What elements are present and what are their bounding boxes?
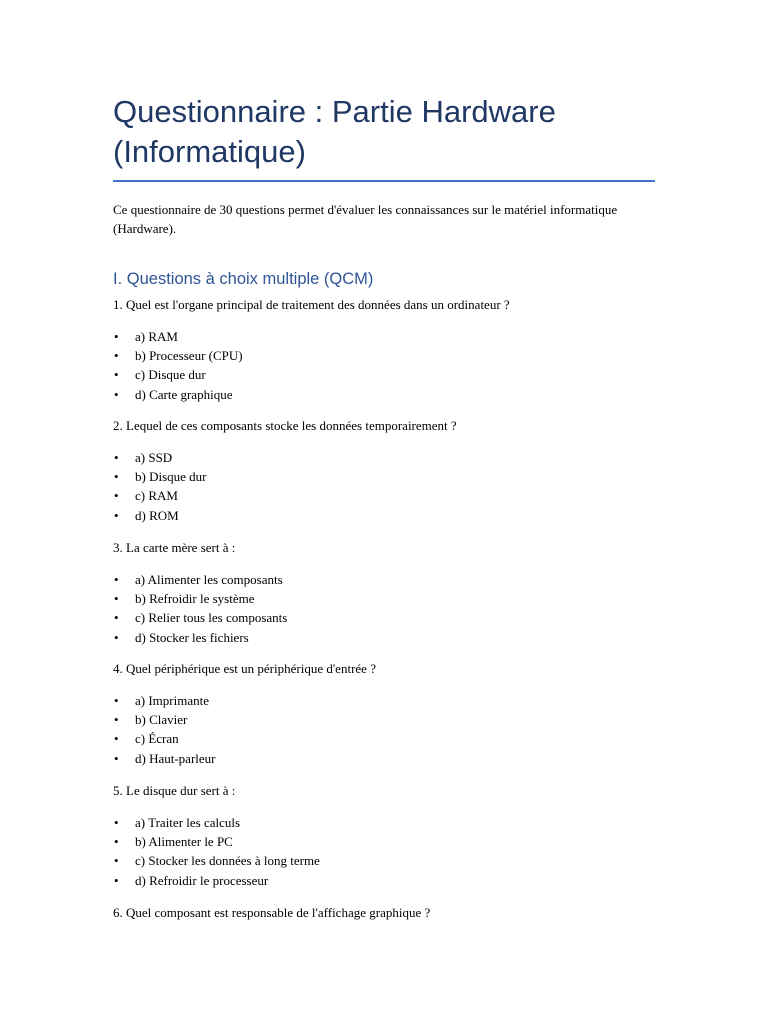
question-2-text: 2. Lequel de ces composants stocke les données temporairement ? [113,418,457,433]
option-label: d) Carte graphique [135,386,233,402]
question-1-text: 1. Quel est l'organe principal de traitement des données dans un ordinateur ? [113,297,510,312]
bullet-icon: • [114,507,119,523]
option-item [113,729,216,748]
option-item [113,608,287,627]
question-5-options [113,813,320,890]
bullet-icon: • [114,712,119,728]
bullet-icon: • [114,693,119,708]
option-label: a) Traiter les calculs [135,815,241,830]
bullet-icon: • [114,629,119,645]
option-label: c) RAM [135,488,178,504]
bullet-icon: • [114,834,119,850]
bullet-icon: • [114,367,119,383]
bullet-icon: • [114,450,119,465]
bullet-icon: • [114,386,119,402]
bullet-icon: • [114,572,119,587]
bullet-icon: • [114,750,119,766]
option-item [113,691,216,710]
option-label: b) Refroidir le système [135,591,255,607]
bullet-icon: • [114,872,119,888]
option-label: d) Refroidir le processeur [135,872,269,888]
option-label: d) ROM [135,507,179,523]
bullet-icon: • [114,853,119,869]
option-item [113,832,320,851]
option-label: b) Processeur (CPU) [135,348,243,364]
bullet-icon: • [114,731,119,747]
title-underline-rule [113,180,655,182]
option-label: d) Haut-parleur [135,750,216,766]
option-label: a) SSD [135,450,173,465]
option-item [113,346,243,365]
option-item [113,448,207,467]
question-1-options [113,327,243,404]
intro-paragraph: Ce questionnaire de 30 questions permet d'évaluer les connaissances sur le matériel informatique (Hardware). [113,202,618,236]
bullet-icon: • [114,610,119,626]
option-label: b) Clavier [135,712,188,728]
option-label: c) Écran [135,731,179,747]
question-5-text: 5. Le disque dur sert à : [113,783,236,798]
bullet-icon: • [114,469,119,485]
document-title: Questionnaire : Partie Hardware (Informatique) [113,94,556,169]
question-4-text: 4. Quel périphérique est un périphérique d'entrée ? [113,661,376,676]
option-item [113,851,320,870]
section-heading-qcm: I. Questions à choix multiple (QCM) [113,270,374,288]
option-label: b) Disque dur [135,469,207,485]
option-label: a) Alimenter les composants [135,572,283,587]
bullet-icon: • [114,815,119,830]
option-item [113,813,320,832]
option-label: c) Relier tous les composants [135,610,288,626]
option-item [113,749,216,768]
option-item [113,710,216,729]
option-label: c) Disque dur [135,367,206,383]
option-label: c) Stocker les données à long terme [135,853,320,869]
option-item [113,385,243,404]
option-item [113,467,207,486]
question-6-text: 6. Quel composant est responsable de l'affichage graphique ? [113,905,431,920]
option-item [113,589,287,608]
bullet-icon: • [114,591,119,607]
question-3-options [113,570,287,647]
option-item [113,486,207,505]
bullet-icon: • [114,488,119,504]
question-3-text: 3. La carte mère sert à : [113,540,236,555]
option-item [113,327,243,346]
option-item [113,628,287,647]
option-label: d) Stocker les fichiers [135,629,249,645]
question-2-options [113,448,207,525]
option-label: a) RAM [135,329,178,344]
option-item [113,871,320,890]
question-4-options [113,691,216,768]
option-item [113,570,287,589]
bullet-icon: • [114,329,119,344]
option-label: b) Alimenter le PC [135,834,233,850]
bullet-icon: • [114,348,119,364]
option-label: a) Imprimante [135,693,209,708]
option-item [113,506,207,525]
option-item [113,365,243,384]
